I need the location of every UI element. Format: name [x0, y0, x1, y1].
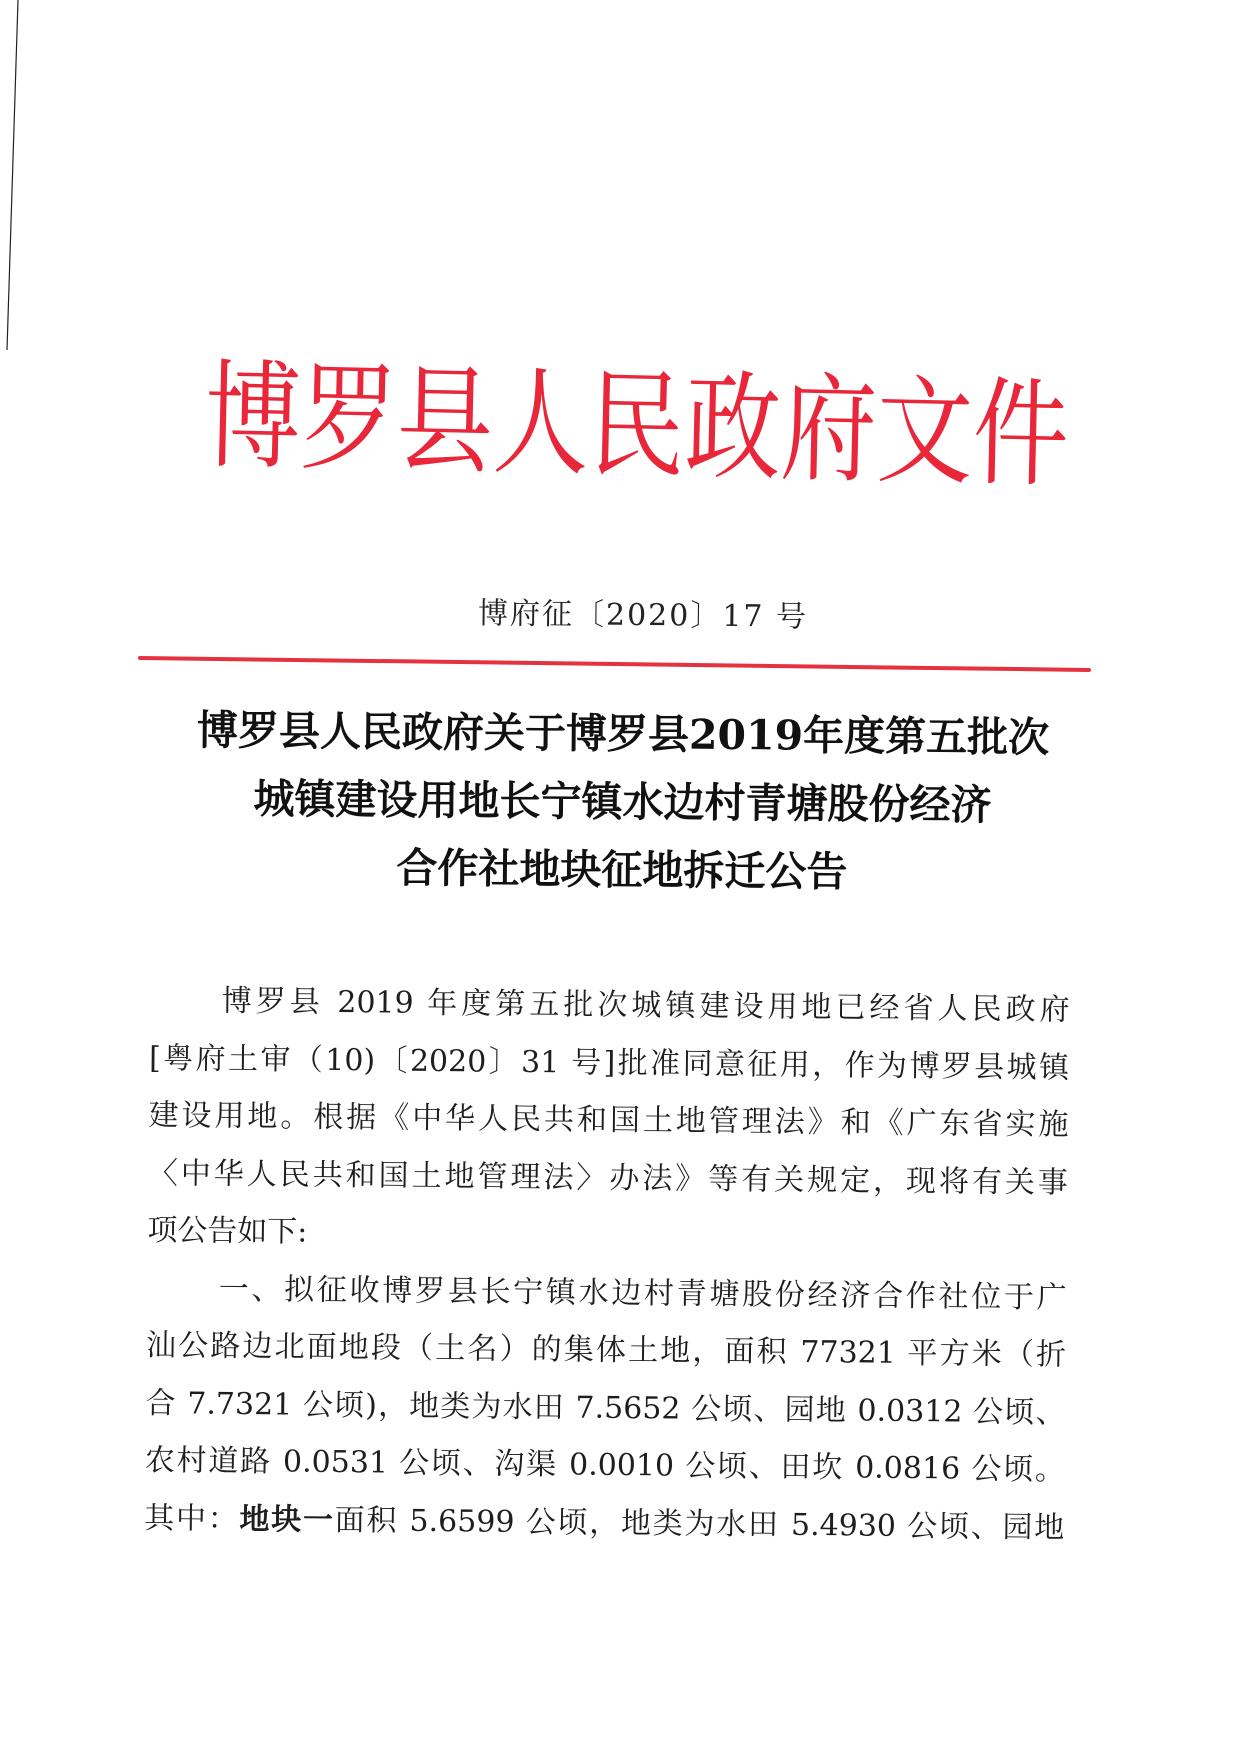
document-number: 博府征〔2020〕17 号 — [477, 596, 809, 635]
issuer-header-char: 博 — [203, 347, 303, 487]
notice-title-line: 合作社地块征地拆迁公告 — [396, 844, 848, 896]
text-line: 博罗县 2019 年度第五批次城镇建设用地已经省人民政府 — [221, 983, 1070, 1028]
text-prefix: 其中： — [144, 1500, 240, 1537]
issuer-header-char: 文 — [875, 362, 975, 502]
text-line: 一、拟征收博罗县长宁镇水边村青塘股份经济合作社位于广 — [218, 1271, 1067, 1316]
notice-body — [144, 972, 1075, 1557]
text-line: 项公告如下: — [147, 1212, 308, 1250]
scan-edge-line — [0, 0, 30, 360]
text-line: 〈中华人民共和国土地管理法〉办法》等有关规定，现将有关事 — [147, 1155, 1069, 1201]
issuer-header-char: 罗 — [299, 349, 399, 489]
red-divider-rule — [138, 656, 1091, 672]
text-line: 农村道路 0.0531 公顷、沟渠 0.0010 公顷、田坎 0.0816 公顷。 — [144, 1442, 1066, 1488]
issuer-header-char: 政 — [683, 358, 783, 498]
notice-title-line: 城镇建设用地长宁镇水边村青塘股份经济 — [253, 774, 992, 830]
text-line: 汕公路边北面地段（土名）的集体土地，面积 77321 平方米（折 — [145, 1327, 1067, 1373]
notice-title — [129, 696, 1116, 909]
text-line: 合 7.7321 公顷)，地类为水田 7.5652 公顷、园地 0.0312 公顷、 — [145, 1385, 1066, 1431]
paragraph-intro — [147, 972, 1075, 1269]
issuer-header-char: 民 — [587, 356, 687, 496]
text-line: [粤府土审（10)〔2020〕31 号]批准同意征用，作为博罗县城镇 — [148, 1040, 1070, 1086]
notice-title-line: 博罗县人民政府关于博罗县2019年度第五批次 — [196, 706, 1050, 762]
issuer-header — [203, 347, 1071, 504]
text-rest: 面积 5.6599 公顷，地类为水田 5.4930 公顷、园地 — [334, 1502, 1065, 1546]
issuer-header-char: 县 — [395, 352, 495, 491]
issuer-header-char: 府 — [779, 360, 879, 500]
issuer-header-char: 人 — [491, 354, 591, 494]
text-line: 建设用地。根据《中华人民共和国土地管理法》和《广东省实施 — [148, 1097, 1069, 1143]
parcel-label-bold: 地块一 — [239, 1501, 335, 1538]
text-line — [144, 1489, 1065, 1556]
paragraph-item-one — [144, 1259, 1072, 1556]
issuer-header-char: 件 — [971, 365, 1071, 504]
